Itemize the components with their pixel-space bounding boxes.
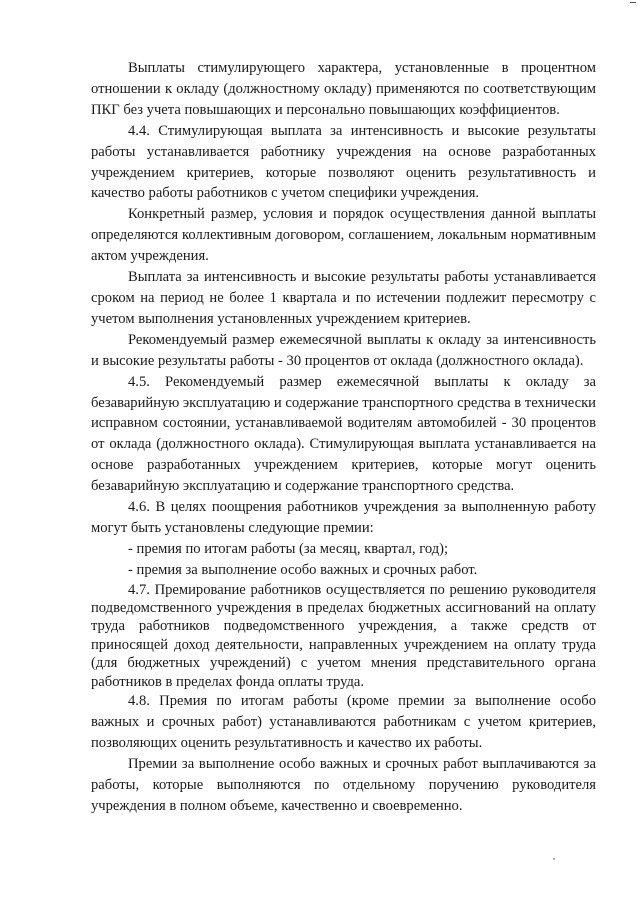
list-item-bonus-urgent: - премия за выполнение особо важных и срочных работ.	[128, 561, 478, 578]
paragraph-4-8: 4.8. Премия по итогам работы (кроме премии за выполнение особо важных и срочных работ) устанавливаются работникам с учетом критериев, позволяющих оценить результативность и качество их работы.	[91, 693, 596, 751]
paragraph-4-4: 4.4. Стимулирующая выплата за интенсивность и высокие результаты работы устанавливается работнику учреждения на основе разработанных учреждением критериев, которые позволяют оценить результативность и качество работы работников с учетом специфики учреждения.	[91, 122, 596, 202]
paragraph-conditions: Конкретный размер, условия и порядок осуществления данной выплаты определяются коллективным договором, соглашением, локальным нормативным актом учреждения.	[91, 206, 596, 265]
paragraph-urgent-bonuses: Премии за выполнение особо важных и срочных работ выплачиваются за работы, которые выполняются по отдельному поручению руководителя учреждения в полном объеме, качественно и своевременно.	[91, 755, 596, 814]
paragraph-4-6: 4.6. В целях поощрения работников учреждения за выполненную работу могут быть установлены следующие премии:	[91, 499, 596, 536]
list-item-bonus-period: - премия по итогам работы (за месяц, квартал, год);	[128, 540, 449, 557]
scan-mark	[630, 2, 636, 3]
paragraph-recommended-size: Рекомендуемый размер ежемесячной выплаты к окладу за интенсивность и высокие результаты работы - 30 процентов от оклада (должностного оклада).	[91, 331, 596, 369]
document-page	[91, 58, 596, 817]
paragraph-4-5: 4.5. Рекомендуемый размер ежемесячной выплаты к окладу за безаварийную эксплуатацию и содержание транспортного средства в технически исправном состоянии, устанавливаемой водителям автомобилей - 30 процентов от оклада (должностного оклада). Стимулирующая выплата устанавливается на основе разработанных учреждением критериев, которые могут оценить безаварийную эксплуатацию и содержание транспортного средства.	[91, 373, 596, 495]
paragraph-4-7: 4.7. Премирование работников осуществляется по решению руководителя подведомственного учреждения в пределах бюджетных ассигнований на оплату труда работников подведомственного учреждения, а также средств от приносящей доход деятельности, направленных учреждением на оплату труда (для бюджетных учреждений) с учетом мнения представительного органа работников в пределах фонда оплаты труда.	[91, 581, 596, 690]
paragraph-incentive-payments: Выплаты стимулирующего характера, установленные в процентном отношении к окладу (должностному окладу) применяются по соответствующим ПКГ без учета повышающих и персонально повышающих коэффициентов.	[91, 60, 596, 118]
scan-speck	[553, 858, 555, 860]
paragraph-period: Выплата за интенсивность и высокие результаты работы устанавливается сроком на период не более 1 квартала и по истечении подлежит пересмотру с учетом выполнения установленных учреждением критериев.	[91, 269, 596, 327]
